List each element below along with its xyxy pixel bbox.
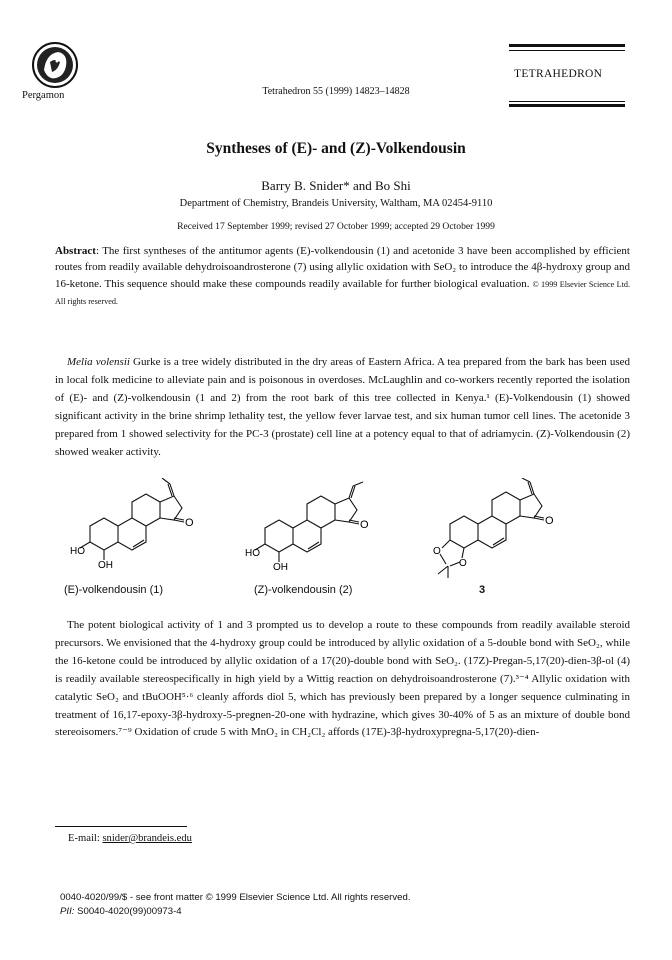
s1-ketone-o: O xyxy=(185,517,194,529)
publisher-name: Pergamon xyxy=(22,90,65,101)
header-rule-bottom xyxy=(509,101,625,102)
footer-issn xyxy=(60,891,411,918)
caption-structure-1: (E)-volkendousin (1) xyxy=(64,584,164,596)
abstract xyxy=(55,243,630,310)
structure-2 xyxy=(245,480,385,570)
article-authors: Barry B. Snider* and Bo Shi xyxy=(261,178,411,193)
journal-citation: Tetrahedron 55 (1999) 14823–14828 xyxy=(262,86,410,97)
pii-label: PII: xyxy=(60,905,75,917)
paragraph-route: The potent biological activity of 1 and 3 prompted us to develop a route to these compounds from readily available steroid precursors. We envisioned that the 4-hydroxy group could be introduced by allylic oxidation of a 5-double bond with SeO₂, while the 16-ketone could be introduced by allylic oxidation of a 17(20)-double bond with SeO₂. (17Z)-Pregan-5,17(20)-dien-3β-ol (4) is readily available stereospecifically in high yield by a Wittig reaction on dehydroisoandrosterone (7).³⁻⁴ Allylic oxidation with catalytic SeO₂ and tBuOOH⁵·⁶ cleanly affords diol 5, which has previously been prepared by a longer sequence culminating in treatment of 16,17-epoxy-3β-hydroxy-5-pregnen-20-one with hydrazine, which gives 30-40% of 5 as an mixture of double bond stereoisomers.⁷⁻⁹ Oxidation of crude 5 with MnO₂ in CH₂Cl₂ affords (17E)-3β-hydroxypregna-5,17(20)-dien- xyxy=(55,619,630,739)
species-name: Melia volensii xyxy=(67,356,130,368)
structure-1 xyxy=(70,478,210,568)
journal-name: TETRAHEDRON xyxy=(514,68,603,80)
s3-o1: O xyxy=(433,546,441,557)
s3-o2: O xyxy=(459,558,467,569)
header-rule-bottom-thick xyxy=(509,104,625,107)
article-title: Syntheses of (E)- and (Z)-Volkendousin xyxy=(206,140,466,157)
caption-structure-3: 3 xyxy=(479,584,486,596)
header-rule-top xyxy=(509,44,625,47)
abstract-copyright: © 1999 Elsevier Science Ltd. All rights reserved. xyxy=(55,279,631,306)
footnote-email xyxy=(68,833,192,844)
abstract-label: Abstract xyxy=(55,245,96,257)
received-dates: Received 17 September 1999; revised 27 October 1999; accepted 29 October 1999 xyxy=(177,221,495,232)
s1-oh: OH xyxy=(98,560,113,568)
email-label: E-mail: xyxy=(68,833,100,844)
email-link[interactable]: snider@brandeis.edu xyxy=(102,833,192,844)
s2-ho: HO xyxy=(245,548,260,559)
s2-oh: OH xyxy=(273,562,288,570)
issn-line: 0040-4020/99/$ - see front matter © 1999 Elsevier Science Ltd. All rights reserved. xyxy=(60,892,411,903)
s1-ho: HO xyxy=(70,546,85,557)
structure-3 xyxy=(420,478,570,580)
caption-structure-2: (Z)-volkendousin (2) xyxy=(254,584,353,596)
s2-ketone-o: O xyxy=(360,519,369,531)
pii-value: S0040-4020(99)00973-4 xyxy=(77,905,182,917)
affiliation: Department of Chemistry, Brandeis University, Waltham, MA 02454-9110 xyxy=(179,198,493,209)
paragraph-intro xyxy=(55,354,630,461)
paragraph-intro-text: Gurke is a tree widely distributed in the dry areas of Eastern Africa. A tea prepared from the bark has been used in local folk medicine to alleviate pain and is poisonous in overdoses. McLaughlin and co-workers recently reported the isolation of (E)- and (Z)-volkendousin (1 and 2) from the root bark of this tree collected in Kenya.¹ (E)-Volkendousin (1) showed significant activity in the brine shrimp lethality test, the yellow fever larvae test, and six human tumor cell lines. The acetonide 3 prepared from 1 showed selectivity for the PC-3 (prostate) cell line at a potency equal to that of adriamycin. (Z)-Volkendousin (2) showed weaker activity. xyxy=(55,356,630,458)
abstract-text: : The first syntheses of the antitumor agents (E)-volkendousin (1) and acetonide 3 have been accomplished by efficient routes from readily available dehydroisoandrosterone (7) using allylic oxidation with SeO₂ to introduce the 4β-hydroxy group and 16-ketone. This sequence should make these compounds readily available for further biological evaluation. xyxy=(55,245,630,290)
header-rule-top-thin xyxy=(509,50,625,51)
footnote-rule xyxy=(55,826,187,827)
s3-ketone-o: O xyxy=(545,515,554,527)
